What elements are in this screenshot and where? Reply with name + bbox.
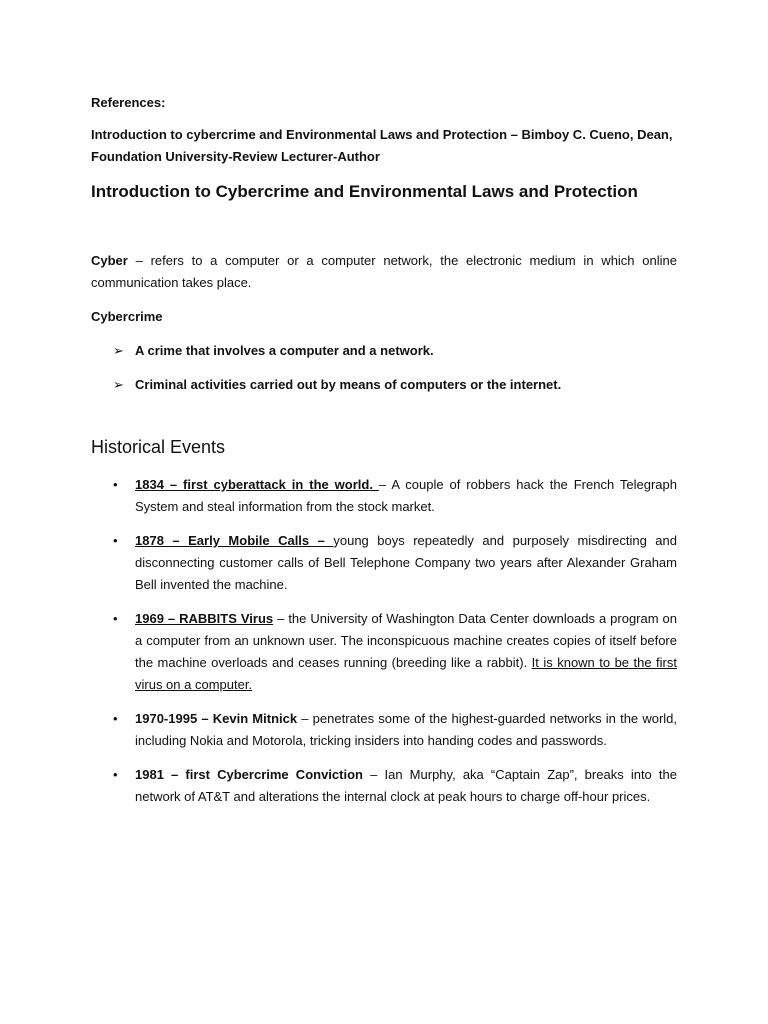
event-label: 1981 – first Cybercrime Conviction xyxy=(135,767,363,782)
event-emphasis: It is known to be the first virus on a computer. xyxy=(135,655,677,692)
list-item xyxy=(91,530,677,596)
bullet-icon: • xyxy=(113,611,118,626)
event-label: 1834 – first cyberattack in the world. xyxy=(135,477,379,492)
event-label: 1969 – RABBITS Virus xyxy=(135,611,274,626)
list-item xyxy=(91,374,677,396)
cybercrime-list xyxy=(91,340,677,396)
arrow-bullet-icon: ➢ xyxy=(113,377,124,392)
list-item xyxy=(91,708,677,752)
cybercrime-heading: Cybercrime xyxy=(91,309,163,324)
cybercrime-point: A crime that involves a computer and a network. xyxy=(135,343,434,358)
historical-events-heading: Historical Events xyxy=(91,437,226,457)
bullet-icon: • xyxy=(113,477,118,492)
cybercrime-point: Criminal activities carried out by means of computers or the internet. xyxy=(135,377,562,392)
bullet-icon: • xyxy=(113,533,118,548)
list-item xyxy=(91,764,677,808)
arrow-bullet-icon: ➢ xyxy=(113,343,124,358)
reference-entry-line1: Introduction to cybercrime and Environmental Laws and Protection – Bimboy C. Cueno, Dean, xyxy=(91,127,673,142)
historical-events-list xyxy=(91,474,677,808)
event-label: 1878 – Early Mobile Calls – xyxy=(135,533,334,548)
reference-entry-line2: Foundation University-Review Lecturer-Author xyxy=(91,149,380,164)
cyber-term: Cyber xyxy=(91,253,128,268)
document-title: Introduction to Cybercrime and Environmental Laws and Protection xyxy=(91,182,638,201)
event-text: – the University of Washington Data Center downloads a program on a computer from an unknown user. The inconspicuous machine creates copies of itself before the machine overloads and ceases running (breeding like a rabbit). xyxy=(135,611,677,670)
reference-entry xyxy=(91,124,677,168)
event-text: – penetrates some of the highest-guarded networks in the world, including Nokia and Motorola, tricking insiders into handing codes and passwords. xyxy=(135,711,677,748)
event-text: – A couple of robbers hack the French Telegraph System and steal information from the stock market. xyxy=(135,477,677,514)
document-page xyxy=(91,92,677,820)
list-item xyxy=(91,340,677,362)
list-item xyxy=(91,608,677,696)
cyber-definition-text: – refers to a computer or a computer network, the electronic medium in which online communication takes place. xyxy=(91,253,677,290)
event-text: – Ian Murphy, aka “Captain Zap”, breaks into the network of AT&T and alterations the internal clock at peak hours to charge off-hour prices. xyxy=(135,767,677,804)
event-text: young boys repeatedly and purposely misdirecting and disconnecting customer calls of Bell Telephone Company two years after Alexander Graham Bell invented the machine. xyxy=(135,533,677,592)
cyber-definition xyxy=(91,250,677,294)
bullet-icon: • xyxy=(113,767,118,782)
references-heading: References: xyxy=(91,95,166,110)
event-label: 1970-1995 – Kevin Mitnick xyxy=(135,711,298,726)
bullet-icon: • xyxy=(113,711,118,726)
list-item xyxy=(91,474,677,518)
